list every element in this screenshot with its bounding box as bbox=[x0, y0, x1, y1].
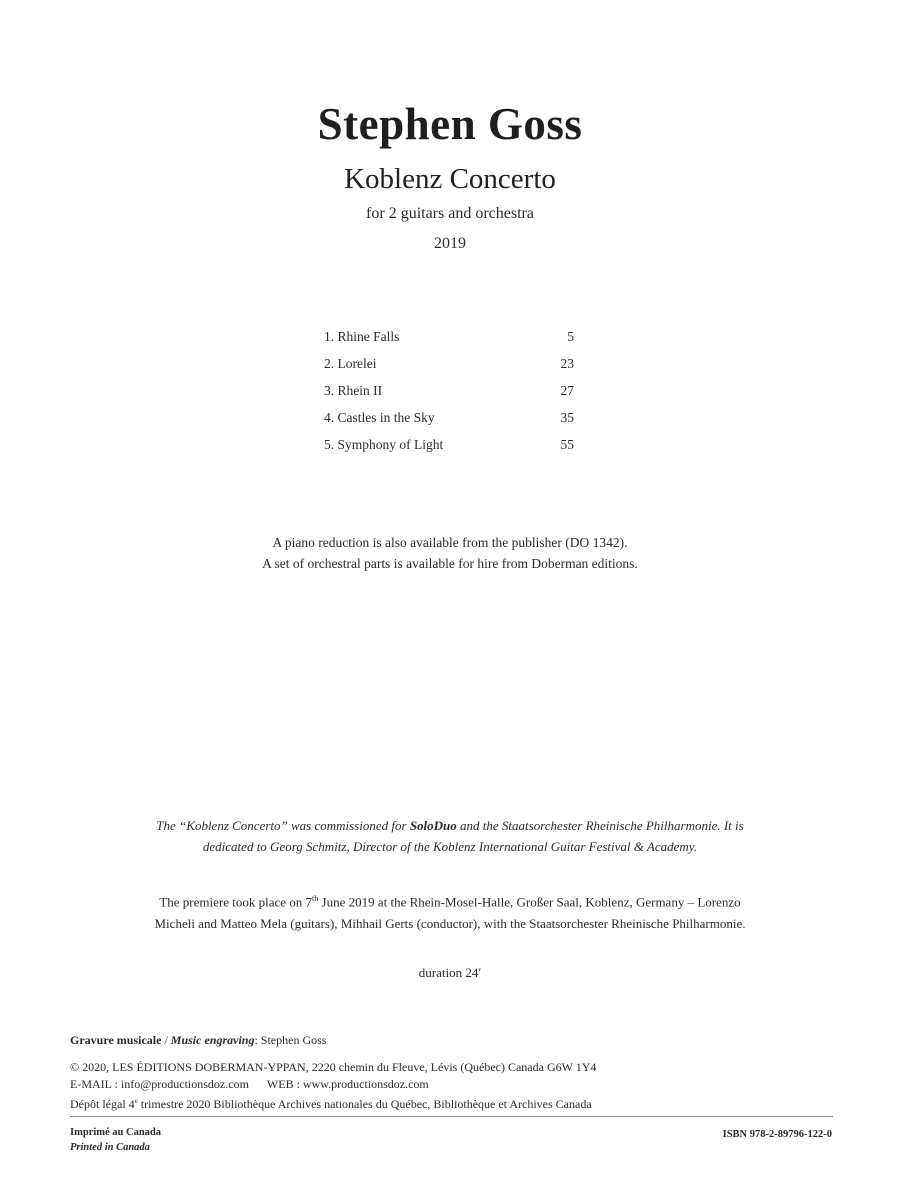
work-title: Koblenz Concerto bbox=[344, 163, 556, 195]
printed-in-en: Printed in Canada bbox=[70, 1142, 150, 1153]
instrumentation: for 2 guitars and orchestra bbox=[366, 205, 534, 222]
toc-entry-title: 2. Lorelei bbox=[324, 356, 377, 371]
toc-entry-page: 23 bbox=[560, 356, 574, 371]
composer-name: Stephen Goss bbox=[317, 99, 583, 149]
piano-reduction-note: A piano reduction is also available from the publisher (DO 1342). bbox=[272, 535, 628, 550]
copyright-line: © 2020, LES ÉDITIONS DOBERMAN-YPPAN, 2220 chemin du Fleuve, Lévis (Québec) Canada G6W 1Y4 bbox=[70, 1060, 597, 1074]
legal-deposit-line bbox=[70, 1093, 830, 1113]
commission-note bbox=[150, 815, 750, 857]
toc-entry-page: 55 bbox=[560, 437, 574, 452]
toc-entry-title: 5. Symphony of Light bbox=[324, 437, 444, 452]
toc-entry-page: 27 bbox=[560, 383, 574, 398]
legal-deposit-text-2: trimestre 2020 Bibliothèque Archives nationales du Québec, Bibliothèque et Archives Canada bbox=[137, 1097, 592, 1111]
premiere-text-2: June 2019 at the Rhein-Mosel-Halle, Großer Saal, Koblenz, Germany – Lorenzo Micheli and Matteo Mela (guitars), Mihhail Gerts (conductor), with the Staatsorchester Rheinische Philharmonie. bbox=[154, 894, 746, 931]
toc-entry bbox=[324, 329, 574, 356]
toc-entry-title: 4. Castles in the Sky bbox=[324, 410, 435, 425]
table-of-contents bbox=[324, 329, 574, 464]
orchestral-parts-note: A set of orchestral parts is available for hire from Doberman editions. bbox=[262, 556, 638, 571]
toc-entry bbox=[324, 356, 574, 383]
engraving-label-fr: Gravure musicale bbox=[70, 1033, 162, 1047]
premiere-date-suffix: th bbox=[312, 894, 319, 903]
composition-year: 2019 bbox=[434, 235, 466, 252]
toc-entry-title: 3. Rhein II bbox=[324, 383, 383, 398]
availability-notes bbox=[0, 532, 900, 574]
toc-entry bbox=[324, 383, 574, 410]
printed-in bbox=[70, 1125, 161, 1155]
toc-entry-title: 1. Rhine Falls bbox=[324, 329, 400, 344]
premiere-text-1: The premiere took place on 7 bbox=[159, 894, 313, 910]
engraving-value: : Stephen Goss bbox=[254, 1033, 327, 1047]
printed-in-fr: Imprimé au Canada bbox=[70, 1127, 162, 1138]
ensemble-name: SoloDuo bbox=[409, 818, 457, 833]
commission-text-2: and the Staatsorchester Rheinische Philharmonie. It is dedicated to Georg Schmitz, Director of the Koblenz International Guitar Festival & Academy. bbox=[202, 818, 744, 854]
isbn: ISBN 978-2-89796-122-0 bbox=[722, 1129, 832, 1140]
duration: duration 24′ bbox=[418, 965, 482, 980]
engraving-credit bbox=[70, 1033, 326, 1048]
toc-entry-page: 35 bbox=[560, 410, 574, 425]
footer-divider bbox=[70, 1116, 833, 1117]
email-text: E-MAIL : info@productionsdoz.com bbox=[70, 1077, 249, 1091]
engraving-label-en: Music engraving bbox=[170, 1033, 255, 1047]
contact-line bbox=[70, 1076, 830, 1093]
web-text: WEB : www.productionsdoz.com bbox=[266, 1077, 429, 1091]
premiere-note bbox=[150, 888, 750, 934]
toc-entry-page: 5 bbox=[567, 329, 574, 344]
legal-deposit-suffix: e bbox=[134, 1097, 138, 1105]
commission-text-1: The “Koblenz Concerto” was commissioned for bbox=[156, 818, 410, 833]
legal-deposit-text-1: Dépôt légal 4 bbox=[70, 1097, 135, 1111]
engraving-separator: / bbox=[161, 1033, 171, 1047]
toc-entry bbox=[324, 437, 574, 464]
toc-entry bbox=[324, 410, 574, 437]
publisher-imprint bbox=[70, 1059, 830, 1113]
